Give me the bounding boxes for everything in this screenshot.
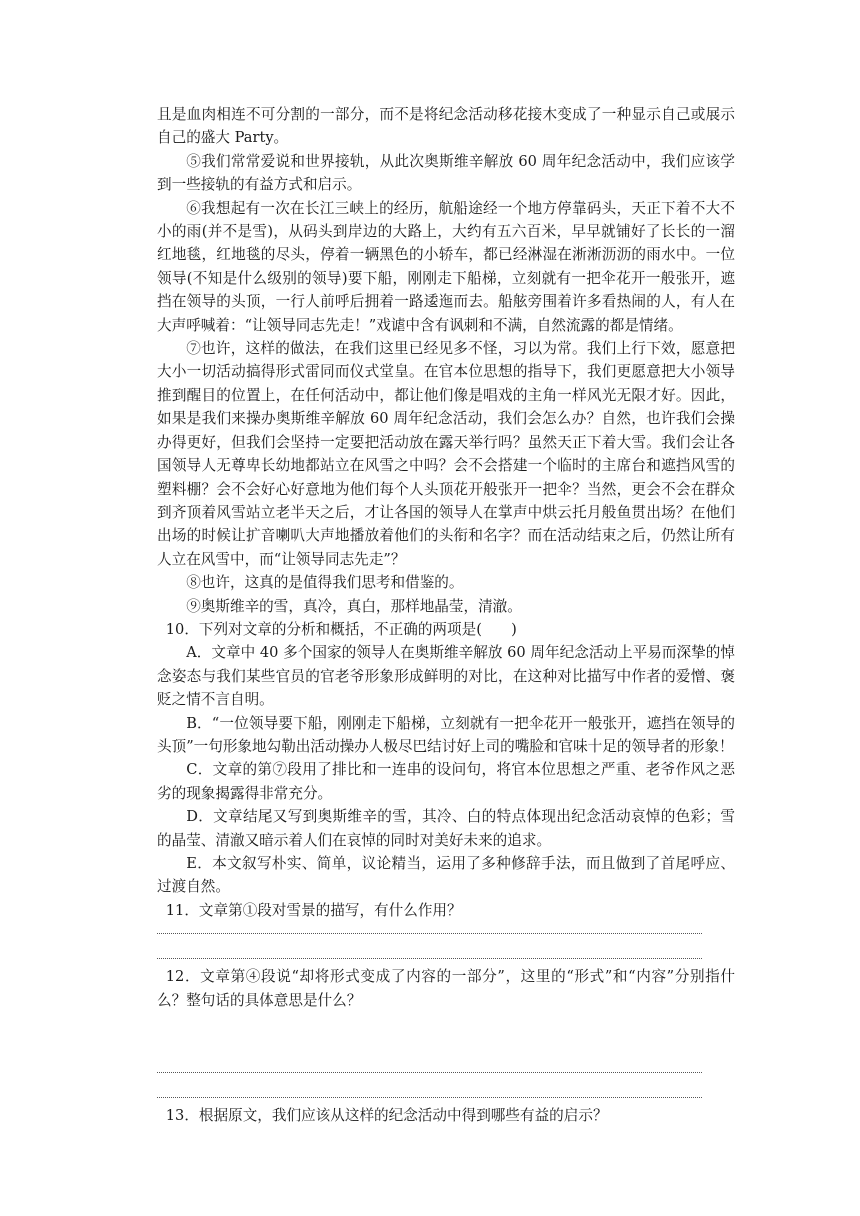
question-10-option-b: B．“一位领导要下船，刚刚走下船梯，立刻就有一把伞花开一般张开，遮挡在领导的头顶”一句形象地勾勒出活动操办人极尽巴结讨好上司的嘴脸和官味十足的领导者的形象！ bbox=[157, 714, 735, 755]
question-11: 11．文章第①段对雪景的描写，有什么作用？ bbox=[165, 901, 462, 919]
document-body bbox=[157, 103, 735, 1127]
question-12: 12．文章第④段说“却将形式变成了内容的一部分”，这里的“形式”和“内容”分别指什么？整句话的具体意思是什么？ bbox=[157, 968, 735, 1009]
question-10-stem: 10．下列对文章的分析和概括，不正确的两项是( ) bbox=[165, 620, 517, 638]
question-10-option-e: E．本文叙写朴实、简单，议论精当，运用了多种修辞手法，而且做到了首尾呼应、过渡自然。 bbox=[157, 855, 735, 896]
question-10-option-c: C．文章的第⑦段用了排比和一连串的设问句，将官本位思想之严重、老爷作风之恶劣的现象揭露得非常充分。 bbox=[157, 761, 735, 802]
paragraph-continuation: 且是血肉相连不可分割的一部分，而不是将纪念活动移花接木变成了一种显示自己或展示自己的盛大 Party。 bbox=[157, 106, 735, 147]
question-13: 13．根据原文，我们应该从这样的纪念活动中得到哪些有益的启示？ bbox=[165, 1107, 608, 1125]
question-10-option-a: A．文章中 40 多个国家的领导人在奥斯维辛解放 60 周年纪念活动上平易而深挚的悼念姿态与我们某些官员的官老爷形象形成鲜明的对比，在这种对比描写中作者的爱憎、褒贬之情不言自明。 bbox=[157, 644, 735, 709]
question-10-option-d: D．文章结尾又写到奥斯维辛的雪，其冷、白的特点体现出纪念活动哀悼的色彩；雪的晶莹、清澈又暗示着人们在哀悼的同时对美好未来的追求。 bbox=[157, 808, 735, 849]
paragraph-6: ⑥我想起有一次在长江三峡上的经历，航船途经一个地方停靠码头，天正下着不大不小的雨(并不是雪)，从码头到岸边的大路上，大约有五六百米，早早就铺好了长长的一溜红地毯，红地毯的尽头，停着一辆黑色的小轿车，都已经淋湿在淅淅沥沥的雨水中。一位领导(不知是什么级别的领导)要下船，刚刚走下船梯，立刻就有一把伞花开一般张开，遮挡在领导的头顶，一行人前呼后拥着一路逶迤而去。船舷旁围着许多看热闹的人，有人在大声呼喊着：“让领导同志先走！”戏谑中含有讽刺和不满，自然流露的都是情绪。 bbox=[157, 199, 735, 334]
paragraph-5: ⑤我们常常爱说和世界接轨，从此次奥斯维辛解放 60 周年纪念活动中，我们应该学到一些接轨的有益方式和启示。 bbox=[157, 152, 735, 194]
paragraph-8: ⑧也许，这真的是值得我们思考和借鉴的。 bbox=[186, 574, 464, 592]
paragraph-7: ⑦也许，这样的做法，在我们这里已经见多不怪，习以为常。我们上行下效，愿意把大小一切活动搞得形式雷同而仪式堂皇。在官本位思想的指导下，我们更愿意把大小领导推到醒目的位置上，在任何活动中，都让他们像是唱戏的主角一样风光无限才好。因此，如果是我们来操办奥斯维辛解放 60 周年纪念活动，我们会怎么办？自然，也许我们会操办得更好，但我们会坚持一定要把活动放在露天举行吗？虽然天正下着大雪。我们会让各国领导人无尊卑长幼地都站立在风雪之中吗？会不会搭建一个临时的主席台和遮挡风雪的塑料棚？会不会好心好意地为他们每个人头顶花开般张开一把伞？当然，更会不会在群众到齐顶着风雪站立老半天之后，才让各国的领导人在掌声中烘云托月般鱼贯出场？在他们出场的时候让扩音喇叭大声地播放着他们的头衔和名字？而在活动结束之后，仍然让所有人立在风雪中，而“让领导同志先走”？ bbox=[157, 340, 735, 568]
paragraph-9: ⑨奥斯维辛的雪，真冷，真白，那样地晶莹，清澈。 bbox=[186, 597, 522, 615]
